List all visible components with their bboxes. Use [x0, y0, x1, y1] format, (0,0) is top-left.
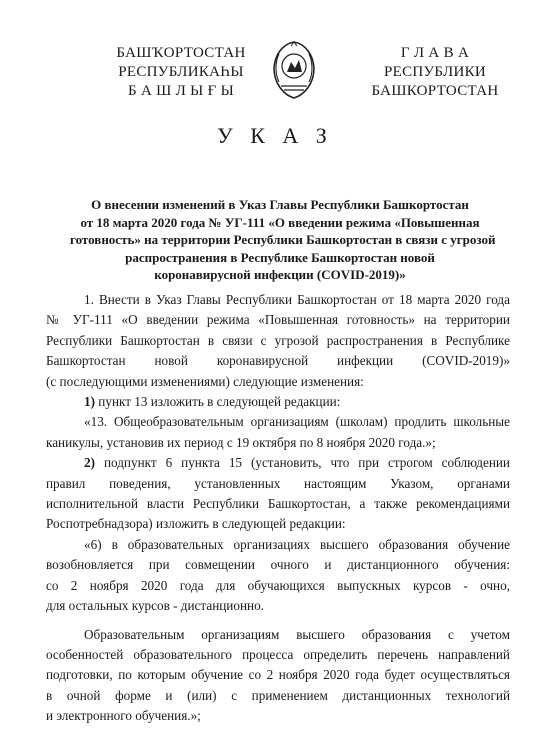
header-right-line: БАШКОРТОСТАН — [371, 83, 499, 99]
body-line: «6) в образовательных организациях высшего образования обучение — [84, 536, 510, 552]
document-title: У К А З — [217, 123, 333, 148]
item-text: подпункт 6 пункта 15 (установить, что при строгом соблюдении — [95, 455, 510, 471]
paragraph-4 — [46, 453, 510, 535]
body-line: «13. Общеобразовательным организациям (школам) продлить школьные — [84, 414, 510, 430]
paragraph-6 — [46, 625, 510, 727]
body-line: Роспотребнадзора) изложить в следующей редакции: — [46, 516, 346, 532]
header-left-bashkir — [96, 44, 266, 101]
item-text: пункт 13 изложить в следующей редакции: — [95, 394, 341, 410]
subject-line: коронавирусной инфекции (COVID-2019)» — [154, 267, 406, 282]
subject-line: распространения в Республике Башкортостан новой — [125, 249, 435, 265]
subject-line: готовность» на территории Республики Башкортостан в связи с угрозой — [70, 232, 496, 247]
body-line: и электронного обучения.»; — [46, 708, 201, 724]
header-right-russian — [360, 44, 510, 101]
decree-body — [46, 290, 510, 727]
body-line: каникулы, установив их период с 19 октября по 8 ноября 2020 года.»; — [46, 434, 436, 450]
body-line: (с последующими изменениями) следующие изменения: — [46, 373, 364, 389]
body-line: возобновляется при совмещении очного и дистанционного обучения: — [46, 557, 510, 573]
paragraph-5 — [46, 535, 510, 617]
body-line: 1. Внести в Указ Главы Республики Башкортостан от 18 марта 2020 года — [84, 292, 510, 307]
body-line: № УГ-111 «О введении режима «Повышенная готовность» на территории — [46, 312, 510, 328]
body-line: подготовки, по которым обучение со 2 ноября 2020 года будет осуществляться — [46, 667, 510, 683]
body-line: Образовательным организациям высшего образования с учетом — [84, 626, 510, 642]
header-left-line: Б А Ш Л Ы Ғ Ы — [128, 83, 234, 99]
decree-subject — [70, 196, 496, 284]
subject-line: от 18 марта 2020 года № УГ-111 «О введении режима «Повышенная — [80, 214, 480, 230]
body-line: со 2 ноября 2020 года для обучающихся выпускных курсов - очно, — [46, 577, 510, 593]
body-line: правил поведения, установленных настоящим Указом, органами — [46, 475, 510, 491]
body-line — [46, 453, 510, 473]
paragraph-1 — [46, 290, 510, 392]
bashkortostan-coat-of-arms-icon — [269, 40, 319, 100]
body-line — [46, 392, 510, 412]
body-line: в очной форме и (или) с применением дистанционных технологий — [46, 687, 510, 703]
body-line: для остальных курсов - дистанционно. — [46, 598, 264, 614]
header-right-line: Г Л А В А — [400, 45, 470, 61]
subject-line: О внесении изменений в Указ Главы Республики Башкортостан — [91, 197, 469, 212]
item-number: 1) — [84, 394, 95, 410]
header-right-line: РЕСПУБЛИКИ — [383, 64, 487, 80]
body-line: Башкортостан новой коронавирусной инфекции (COVID-2019)» — [46, 353, 510, 369]
paragraph-3 — [46, 412, 510, 453]
item-number: 2) — [84, 455, 95, 471]
body-line: исполнительной власти Республики Башкортостан, а также рекомендациями — [46, 496, 510, 512]
header-left-line: РЕСПУБЛИКАҺЫ — [118, 64, 244, 80]
body-line: Республики Башкортостан в связи с угрозой распространения в Республике — [46, 332, 510, 348]
header-left-line: БАШҠОРТОСТАН — [116, 45, 246, 61]
paragraph-2 — [46, 392, 510, 412]
body-line: особенностей образовательного процесса определить перечень направлений — [46, 646, 510, 662]
